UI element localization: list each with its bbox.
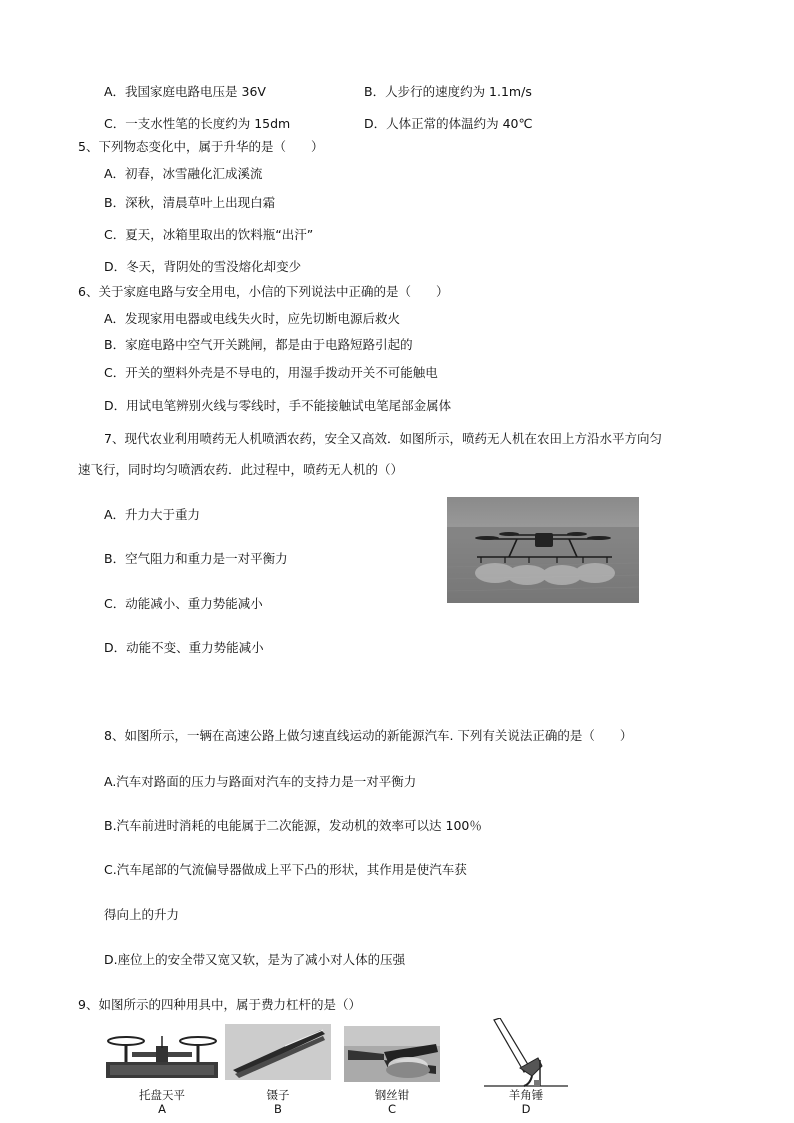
q7-option-d: D．动能不变、重力势能减小 <box>104 640 264 655</box>
claw-hammer-image <box>484 1018 568 1090</box>
q4-option-d: D．人体正常的体温约为 40℃ <box>364 116 533 131</box>
balance-image <box>104 1026 220 1082</box>
q7-stem-line1: 7、现代农业利用喷药无人机喷洒农药，安全又高效．如图所示，喷药无人机在农田上方沿水平方向匀 <box>104 431 662 446</box>
q4-option-c: C．一支水性笔的长度约为 15dm <box>104 116 291 131</box>
drone-photo <box>447 497 639 603</box>
q6-option-d: D．用试电笔辨别火线与零线时，手不能接触试电笔尾部金属体 <box>104 398 452 413</box>
q4-option-b: B．人步行的速度约为 1.1m/s <box>364 84 532 99</box>
q8-option-b: B.汽车前进时消耗的电能属于二次能源，发动机的效率可以达 100％ <box>104 818 482 833</box>
q5-option-d: D．冬天，背阴处的雪没熔化却变少 <box>104 259 302 274</box>
pliers-image <box>344 1026 440 1082</box>
q6-option-b: B．家庭电路中空气开关跳闸，都是由于电路短路引起的 <box>104 337 413 352</box>
q4-option-a: A．我国家庭电路电压是 36V <box>104 84 266 99</box>
q7-option-c: C．动能减小、重力势能减小 <box>104 596 263 611</box>
tweezers-image <box>225 1024 331 1080</box>
q8-option-c-line1: C.汽车尾部的气流偏导器做成上平下凸的形状，其作用是使汽车获 <box>104 862 467 877</box>
q8-stem: 8、如图所示，一辆在高速公路上做匀速直线运动的新能源汽车. 下列有关说法正确的是（ ） <box>104 728 633 743</box>
q5-option-b: B．深秋，清晨草叶上出现白霜 <box>104 195 276 210</box>
q6-option-c: C．开关的塑料外壳是不导电的，用湿手拨动开关不可能触电 <box>104 365 438 380</box>
tool-a-letter: A <box>158 1102 166 1116</box>
q8-option-d: D.座位上的安全带又宽又软，是为了减小对人体的压强 <box>104 952 406 967</box>
tool-d-name: 羊角锤 <box>508 1088 544 1102</box>
q5-option-c: C．夏天，冰箱里取出的饮料瓶“出汗” <box>104 227 314 242</box>
tool-a-name: 托盘天平 <box>139 1088 185 1102</box>
tool-d-letter: D <box>521 1102 531 1116</box>
q7-stem-line2: 速飞行，同时均匀喷洒农药．此过程中，喷药无人机的（） <box>78 462 404 477</box>
tool-c-name: 钢丝钳 <box>374 1088 410 1102</box>
tool-b-letter: B <box>274 1102 282 1116</box>
q9-stem: 9、如图所示的四种用具中，属于费力杠杆的是（） <box>78 997 361 1012</box>
q6-stem: 6、关于家庭电路与安全用电，小信的下列说法中正确的是（ ） <box>78 284 449 299</box>
tool-c-letter: C <box>387 1102 397 1116</box>
q5-option-a: A．初春，冰雪融化汇成溪流 <box>104 166 263 181</box>
tool-b-name: 镊子 <box>266 1088 290 1102</box>
q5-stem: 5、下列物态变化中，属于升华的是（ ） <box>78 139 324 154</box>
q7-option-a: A．升力大于重力 <box>104 507 201 522</box>
q6-option-a: A．发现家用电器或电线失火时，应先切断电源后救火 <box>104 311 401 326</box>
q8-option-a: A.汽车对路面的压力与路面对汽车的支持力是一对平衡力 <box>104 774 417 789</box>
q7-option-b: B．空气阻力和重力是一对平衡力 <box>104 551 288 566</box>
q8-option-c-line2: 得向上的升力 <box>104 907 180 922</box>
